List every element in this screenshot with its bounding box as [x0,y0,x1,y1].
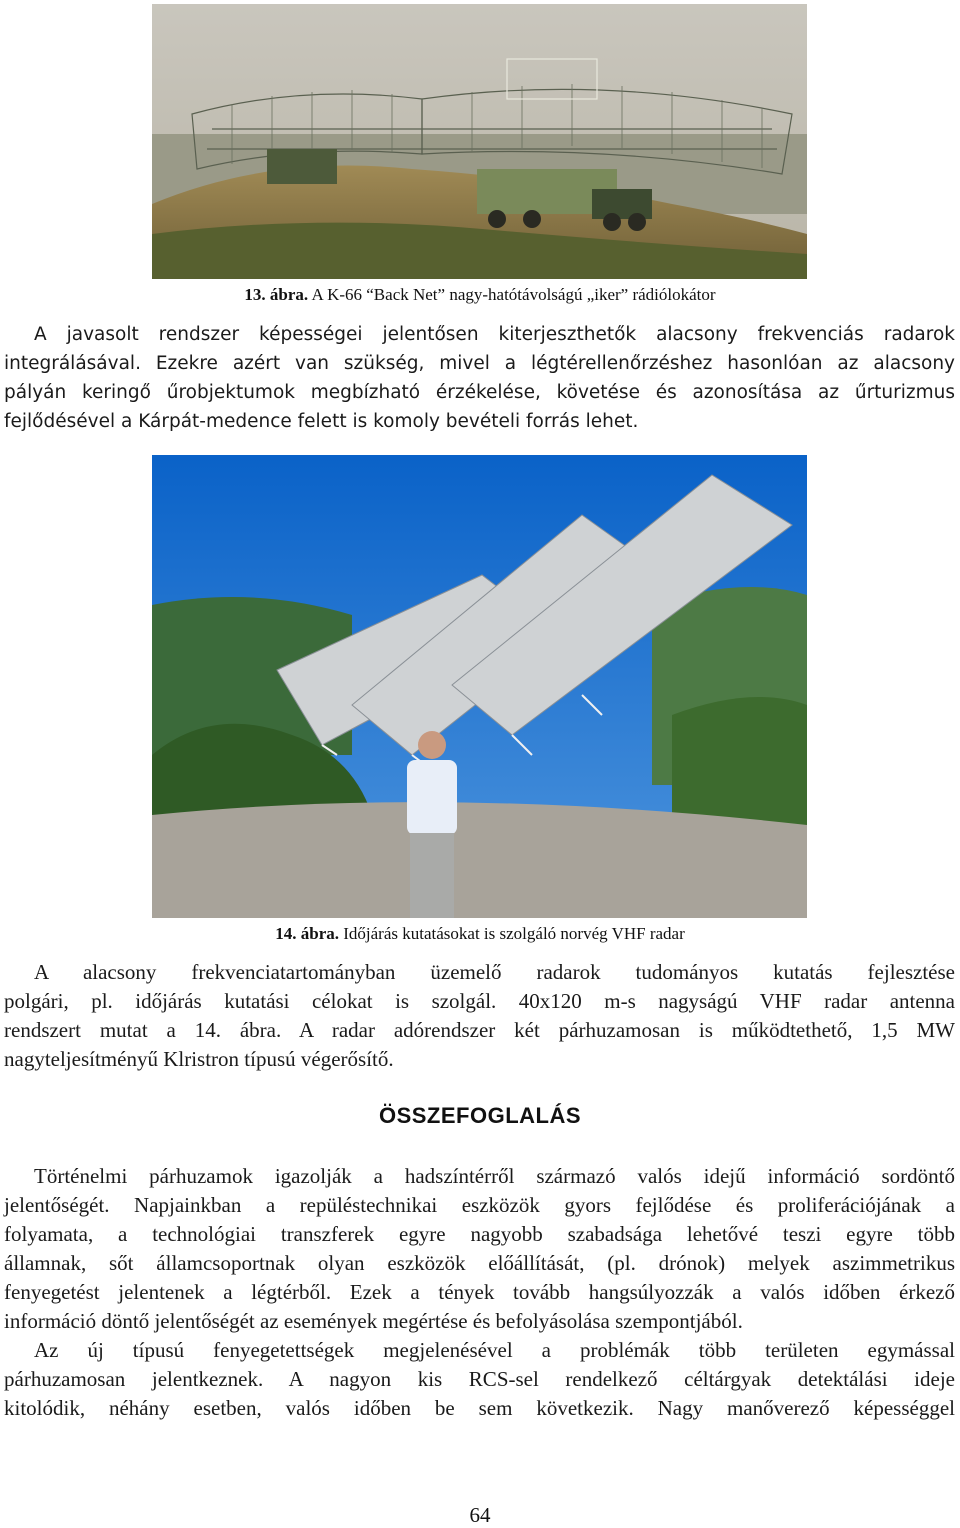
paragraph-2-line: rendszert mutat a 14. ábra. A radar adórendszer két párhuzamosan is működtethető, 1,5 MW [4,1018,955,1042]
paragraph-4-line: Az új típusú fenyegetettségek megjelenésével a problémák több területen egymással [34,1338,955,1362]
paragraph-2-line: A alacsony frekvenciatartományban üzemelő radarok tudományos kutatás fejlesztése [34,960,955,984]
figure-13-number: 13. ábra. [244,285,309,304]
paragraph-3-line: államnak, sőt államcsoportnak olyan eszközök előállítását, (pl. drónok) melyek aszimmetrikus [4,1251,955,1275]
paragraph-3-line: folyamata, a technológiai transzferek egyre nagyobb szabadsága lehetővé teszi egyre több [4,1222,955,1246]
paragraph-3-line: fenyegetést jelentenek a légtérből. Ezek a tények tovább hangsúlyozzák a valós időben érkező [4,1280,955,1304]
figure-14-text: Időjárás kutatásokat is szolgáló norvég VHF radar [339,924,685,943]
section-heading: ÖSSZEFOGLALÁS [378,1103,582,1128]
paragraph-1 [4,320,955,436]
radar-k66-image [152,4,807,279]
paragraph-4-line: párhuzamosan jelentkeznek. A nagyon kis RCS-sel rendelkező céltárgyak detektálási ideje [4,1367,955,1391]
paragraph-3-line: jelentőségét. Napjainkban a repüléstechnikai eszközök gyors fejlődése és proliferációjának a [4,1193,955,1217]
page-number: 64 [469,1503,491,1527]
paragraph-2-line: polgári, pl. időjárás kutatási célokat is szolgál. 40x120 m-s nagyságú VHF radar antenna [4,989,955,1013]
paragraph-4 [4,1336,955,1423]
figure-14-caption [0,923,960,945]
paragraph-2 [4,958,955,1074]
figure-14-photo [152,455,807,918]
figure-13-text: A K-66 “Back Net” nagy-hatótávolságú „iker” rádiólokátor [308,285,716,304]
figure-14-number: 14. ábra. [275,924,339,943]
paragraph-1-line: A javasolt rendszer képességei jelentősen kiterjeszthetők alacsony frekvenciás radarok [34,324,955,345]
paragraph-4-line: kitolódik, néhány esetben, valós időben be sem következik. Nagy manőverező képességgel [4,1396,955,1420]
paragraph-1-line: integrálásával. Ezekre azért van szükség, mivel a légtérellenőrzéshez hasonlóan az alacsony [4,353,955,374]
paragraph-3 [4,1162,955,1336]
vhf-radar-image [152,455,807,918]
figure-13-photo [152,4,807,279]
paragraph-3-line: információ döntő jelentőségét az események megértése és befolyásolása szempontjából. [4,1309,743,1333]
paragraph-1-line: pályán keringő űrobjektumok megbízható érzékelése, követése és azonosítása az űrturizmus [4,382,955,403]
figure-13-caption [0,284,960,306]
paragraph-1-line: fejlődésével a Kárpát-medence felett is komoly bevételi forrás lehet. [4,411,639,432]
paragraph-3-line: Történelmi párhuzamok igazolják a hadszíntérről származó valós idejű információ sordöntő [34,1164,955,1188]
paragraph-2-line: nagyteljesítményű Klristron típusú végerősítő. [4,1047,394,1071]
